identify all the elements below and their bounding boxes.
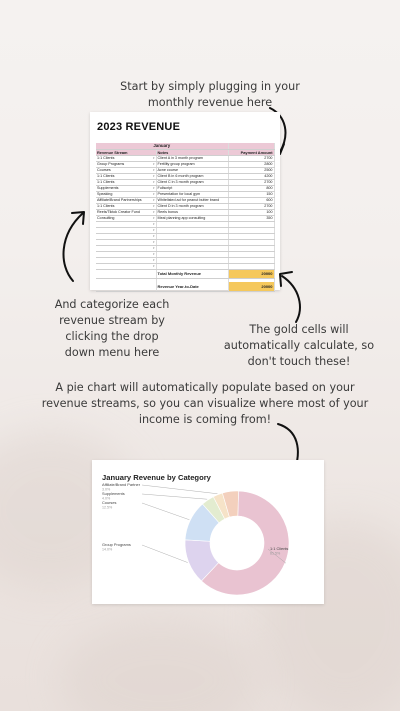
chevron-down-icon[interactable]: ▾ [152, 263, 155, 268]
amount-cell[interactable]: 4200 [228, 173, 274, 179]
slice-percent: 12.5% [102, 505, 113, 510]
notes-cell[interactable]: Whitelisted ad for peanut butter brand [156, 197, 228, 203]
amount-cell[interactable]: 2500 [228, 167, 274, 173]
slice-label: Courses [102, 500, 117, 505]
total-label: Total Monthly Revenue [156, 269, 228, 278]
notes-cell[interactable]: Fullscript [156, 185, 228, 191]
chevron-down-icon[interactable]: ▾ [152, 161, 155, 166]
chevron-down-icon[interactable]: ▾ [152, 203, 155, 208]
arrow-up-icon [270, 266, 310, 326]
chevron-down-icon[interactable]: ▾ [152, 185, 155, 190]
stream-value: 1:1 Clients [97, 155, 115, 160]
amount-cell[interactable]: 2700 [228, 203, 274, 209]
stream-value: Reels/Tiktok Creator Fund [97, 209, 140, 214]
header-stream: Revenue Stream [96, 149, 156, 155]
background-texture [60, 620, 260, 711]
stream-value: Courses [97, 167, 111, 172]
ytd-blank [96, 282, 156, 291]
leader-line [142, 503, 189, 520]
slice-label: Affiliate/Brand Partner [102, 482, 140, 487]
header-notes: Notes [156, 149, 228, 155]
chevron-down-icon[interactable]: ▾ [152, 197, 155, 202]
chevron-down-icon[interactable]: ▾ [152, 209, 155, 214]
ytd-label: Revenue Year-to-Date [156, 282, 228, 291]
notes-cell[interactable]: Client D in 3 month program [156, 203, 228, 209]
total-row [96, 269, 274, 278]
stream-value: Affiliate/Brand Partnerships [97, 197, 142, 202]
slice-percent: 14.0% [102, 547, 113, 552]
amount-cell[interactable]: 600 [228, 197, 274, 203]
stream-value: Supplements [97, 185, 119, 190]
header-amount: Payment Amount [228, 149, 274, 155]
chevron-down-icon[interactable]: ▾ [152, 155, 155, 160]
total-value: 20000 [228, 269, 274, 278]
stream-value: 1:1 Clients [97, 173, 115, 178]
amount-cell[interactable]: 2700 [228, 155, 274, 161]
chevron-down-icon[interactable]: ▾ [152, 179, 155, 184]
slice-label: Supplements [102, 491, 125, 496]
caption-right: The gold cells will automatically calculate, so don't touch these! [223, 323, 375, 368]
chevron-down-icon[interactable]: ▾ [152, 233, 155, 238]
notes-cell[interactable]: Fertility group program [156, 161, 228, 167]
chevron-down-icon[interactable]: ▾ [152, 191, 155, 196]
notes-cell[interactable]: Presentation for local gym [156, 191, 228, 197]
chevron-down-icon[interactable]: ▾ [152, 221, 155, 226]
amount-cell[interactable]: 100 [228, 209, 274, 215]
leader-line [142, 494, 207, 499]
chevron-down-icon[interactable]: ▾ [152, 167, 155, 172]
chart-title: January Revenue by Category [102, 473, 211, 482]
stream-value: Speaking [97, 191, 113, 196]
total-blank [96, 269, 156, 278]
stream-value: 1:1 Clients [97, 179, 115, 184]
caption-left: And categorize each revenue stream by clicking the drop down menu here [54, 298, 170, 359]
chevron-down-icon[interactable]: ▾ [152, 239, 155, 244]
slice-label: Group Programs [102, 542, 131, 547]
stream-value: Consulting [97, 215, 115, 220]
chevron-down-icon[interactable]: ▾ [152, 227, 155, 232]
stream-value: 1:1 Clients [97, 203, 115, 208]
revenue-spreadsheet [90, 112, 280, 290]
ytd-row [96, 282, 274, 291]
caption-top: Start by simply plugging in your monthly revenue here [120, 80, 300, 109]
pie-chart-card [92, 460, 324, 604]
amount-cell[interactable]: 2800 [228, 161, 274, 167]
amount-cell[interactable]: 150 [228, 191, 274, 197]
revenue-table [96, 143, 275, 292]
amount-cell[interactable]: 800 [228, 185, 274, 191]
arrow-up-icon [57, 205, 97, 285]
chevron-down-icon[interactable]: ▾ [152, 173, 155, 178]
notes-cell[interactable]: Client B in 6 month program [156, 173, 228, 179]
chevron-down-icon[interactable]: ▾ [152, 257, 155, 262]
slice-percent: 61.5% [270, 551, 281, 556]
slice-label: 1:1 Clients [270, 546, 289, 551]
amount-cell[interactable]: 2700 [228, 179, 274, 185]
sheet-title: 2023 REVENUE [97, 121, 181, 133]
chevron-down-icon[interactable]: ▾ [152, 245, 155, 250]
notes-cell[interactable]: Meal planning app consulting [156, 215, 228, 221]
leader-line [142, 485, 217, 494]
chevron-down-icon[interactable]: ▾ [152, 215, 155, 220]
notes-cell[interactable]: Client C in 3 month program [156, 179, 228, 185]
slice-percent: 4.0% [102, 496, 111, 501]
notes-cell[interactable]: Reels bonus [156, 209, 228, 215]
notes-cell[interactable]: Client A in 3 month program [156, 155, 228, 161]
month-label: January [96, 143, 228, 149]
slice-percent: 3.0% [102, 487, 111, 492]
leader-line [142, 545, 188, 563]
ytd-value: 20000 [228, 282, 274, 291]
chevron-down-icon[interactable]: ▾ [152, 251, 155, 256]
amount-cell[interactable]: 350 [228, 215, 274, 221]
notes-cell[interactable]: Acne course [156, 167, 228, 173]
stream-value: Group Programs [97, 161, 125, 166]
caption-pie: A pie chart will automatically populate based on your revenue streams, so you can visualize where most of your income is coming from! [41, 381, 369, 426]
